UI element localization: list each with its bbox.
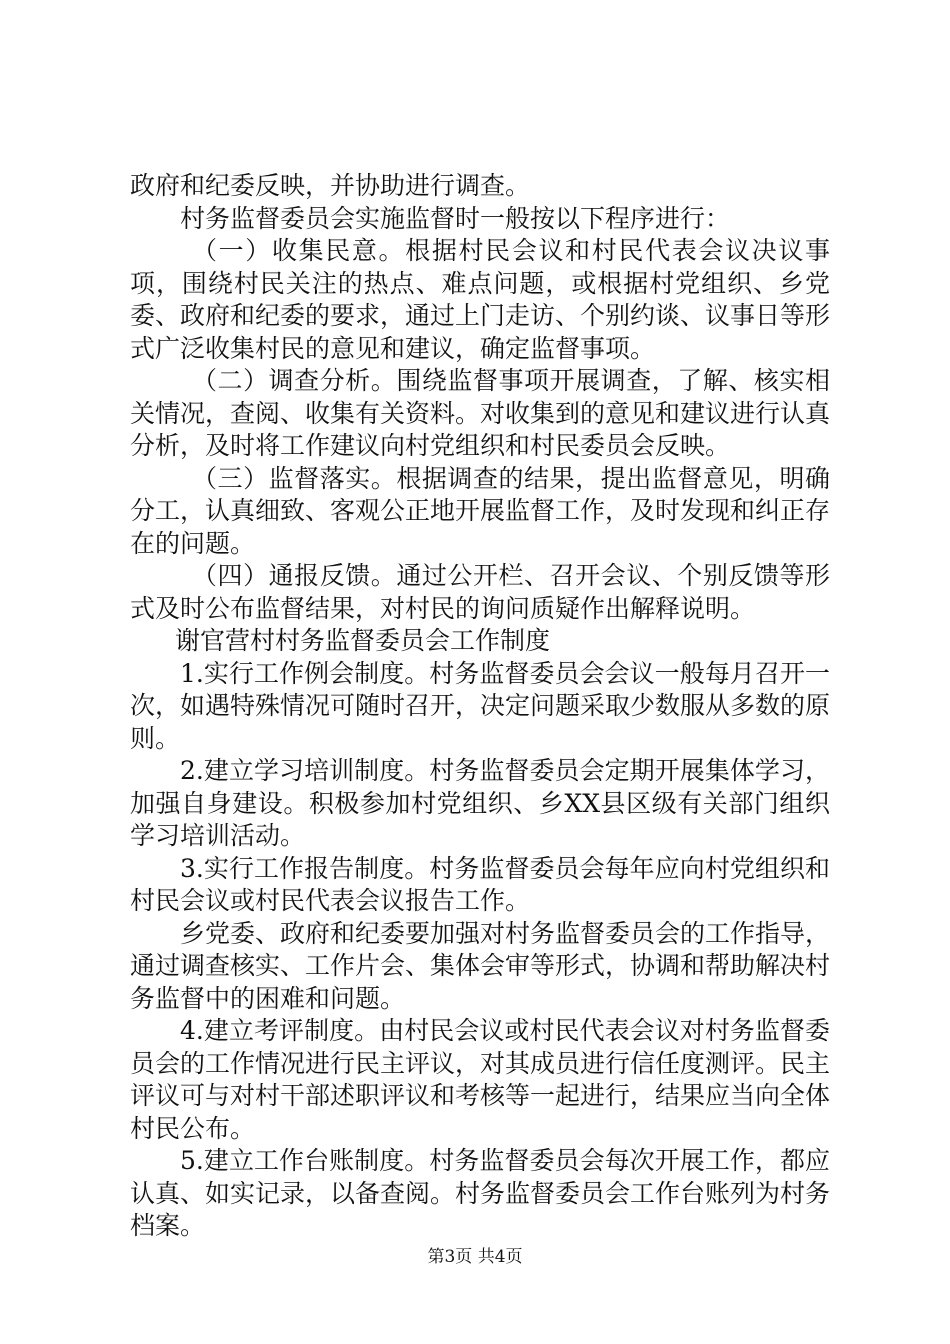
paragraph: 2.建立学习培训制度。村务监督委员会定期开展集体学习，加强自身建设。积极参加村党组织、乡XX县区级有关部门组织学习培训活动。 <box>130 756 830 850</box>
paragraph: （四）通报反馈。通过公开栏、召开会议、个别反馈等形式及时公布监督结果，对村民的询问质疑作出解释说明。 <box>130 561 830 623</box>
paragraph: 乡党委、政府和纪委要加强对村务监督委员会的工作指导，通过调查核实、工作片会、集体会审等形式，协调和帮助解决村务监督中的困难和问题。 <box>130 918 831 1013</box>
section-heading: 谢官营村村务监督委员会工作制度 <box>175 626 551 655</box>
document-body <box>130 170 830 1243</box>
paragraph: 村务监督委员会实施监督时一般按以下程序进行： <box>180 203 731 233</box>
paragraph: （一）收集民意。根据村民会议和村民代表会议决议事项，围绕村民关注的热点、难点问题，或根据村党组织、乡党委、政府和纪委的要求，通过上门走访、个别约谈、议事日等形式广泛收集村民的意见和建议，确定监督事项。 <box>130 236 831 363</box>
paragraph: 政府和纪委反映，并协助进行调查。 <box>130 171 531 200</box>
paragraph: 5.建立工作台账制度。村务监督委员会每次开展工作，都应认真、如实记录，以备查阅。村务监督委员会工作台账列为村务档案。 <box>130 1146 831 1240</box>
paragraph: 4.建立考评制度。由村民会议或村民代表会议对村务监督委员会的工作情况进行民主评议，对其成员进行信任度测评。民主评议可与对村干部述职评议和考核等一起进行，结果应当向全体村民公布。 <box>130 1016 831 1143</box>
paragraph: 1.实行工作例会制度。村务监督委员会会议一般每月召开一次，如遇特殊情况可随时召开，决定问题采取少数服从多数的原则。 <box>130 658 831 753</box>
paragraph: 3.实行工作报告制度。村务监督委员会每年应向村党组织和村民会议或村民代表会议报告工作。 <box>130 853 830 915</box>
page-footer: 第3页 共4页 <box>427 1247 523 1267</box>
paragraph: （三）监督落实。根据调查的结果，提出监督意见，明确分工，认真细致、客观公正地开展监督工作，及时发现和纠正存在的问题。 <box>130 463 831 558</box>
paragraph: （二）调查分析。围绕监督事项开展调查，了解、核实相关情况，查阅、收集有关资料。对收集到的意见和建议进行认真分析，及时将工作建议向村党组织和村民委员会反映。 <box>130 366 831 460</box>
